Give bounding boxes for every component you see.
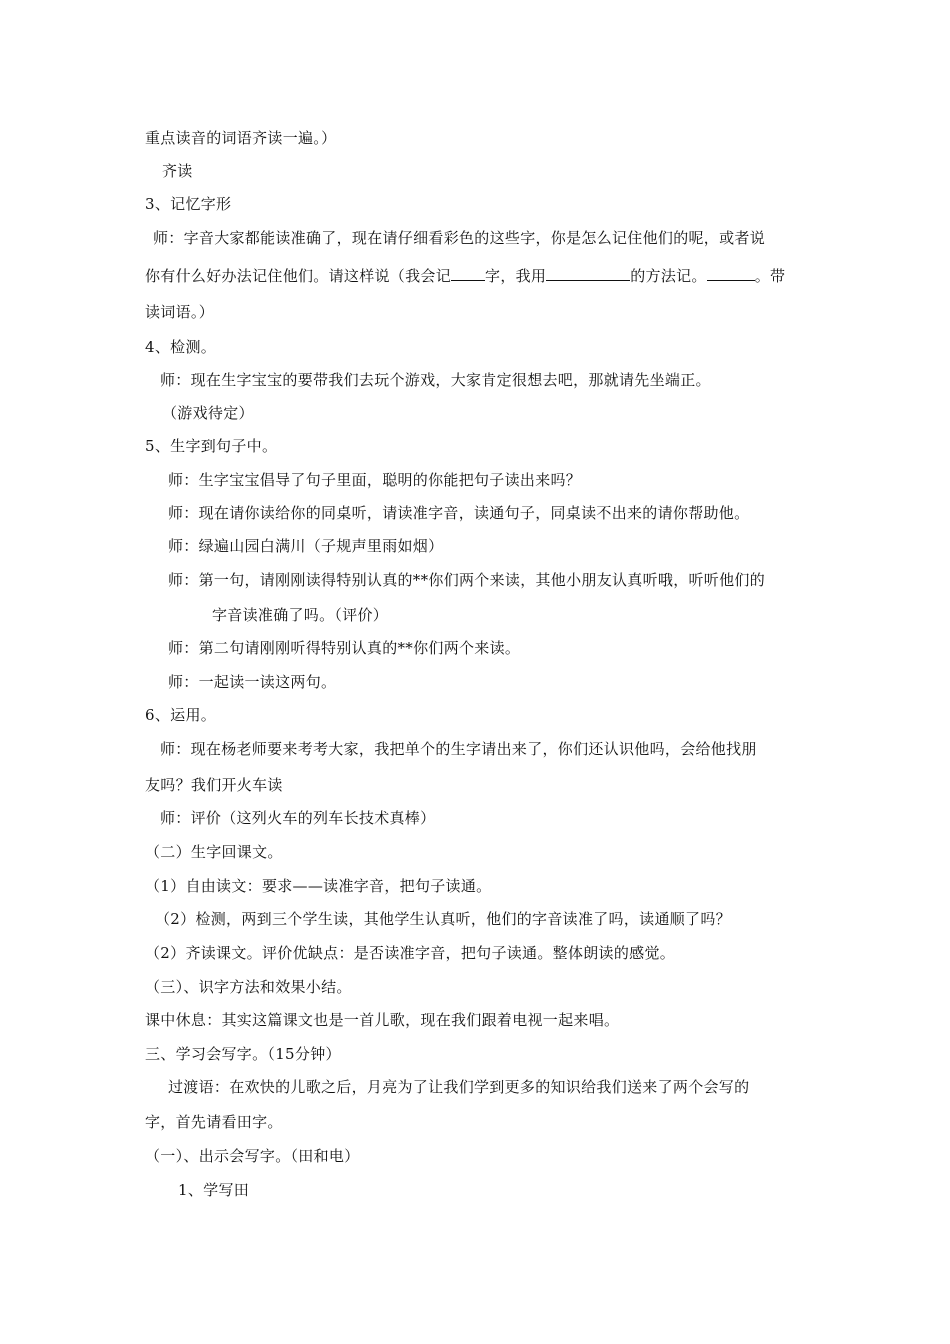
text-line: 师：一起读一读这两句。 xyxy=(168,673,337,691)
text-line: 师：现在杨老师要来考考大家，我把单个的生字请出来了，你们还认识他吗，会给他找朋 xyxy=(160,740,757,758)
text-line: （游戏待定） xyxy=(162,404,254,422)
text-line: 师：现在请你读给你的同桌听，请读准字音，读通句子，同桌读不出来的请你帮助他。 xyxy=(168,504,750,522)
text-line-with-blanks xyxy=(145,266,785,286)
text-line: 师：现在生字宝宝的要带我们去玩个游戏，大家肯定很想去吧，那就请先坐端正。 xyxy=(160,371,711,389)
text-line: 课中休息：其实这篇课文也是一首儿歌，现在我们跟着电视一起来唱。 xyxy=(145,1011,620,1029)
section-heading: （三）、识字方法和效果小结。 xyxy=(145,978,352,996)
section-heading: （二）生字回课文。 xyxy=(145,843,283,861)
text-line: 齐读 xyxy=(162,162,193,180)
text-line: （1）自由读文：要求——读准字音，把句子读通。 xyxy=(145,877,492,895)
text-segment: 你有什么好办法记住他们。请这样说（我会记 xyxy=(145,267,452,285)
text-line: 师：生字宝宝倡导了句子里面，聪明的你能把句子读出来吗？ xyxy=(168,471,582,489)
text-line: 师：第一句，请刚刚读得特别认真的**你们两个来读，其他小朋友认真听哦，听听他们的 xyxy=(168,571,766,589)
section-heading: 3、记忆字形 xyxy=(145,195,232,213)
section-heading: 5、生字到句子中。 xyxy=(145,437,278,455)
text-line: 师：字音大家都能读准确了，现在请仔细看彩色的这些字，你是怎么记住他们的呢，或者说 xyxy=(153,229,766,247)
section-heading: 4、检测。 xyxy=(145,338,217,356)
text-segment: 。带 xyxy=(754,267,786,285)
text-segment: 字，我用 xyxy=(485,267,547,285)
text-line: 师：评价（这列火车的列车长技术真棒） xyxy=(160,809,436,827)
text-line: 过渡语：在欢快的儿歌之后，月亮为了让我们学到更多的知识给我们送来了两个会写的 xyxy=(168,1078,750,1096)
text-line: （2）齐读课文。评价优缺点：是否读准字音，把句子读通。整体朗读的感觉。 xyxy=(145,944,676,962)
text-line: 友吗？我们开火车读 xyxy=(145,776,283,794)
text-line: 字，首先请看田字。 xyxy=(145,1113,283,1131)
text-line: 重点读音的词语齐读一遍。） xyxy=(145,129,337,147)
fill-blank xyxy=(451,266,485,281)
text-line: 读词语。） xyxy=(145,303,215,321)
text-segment: 的方法记。 xyxy=(630,267,707,285)
text-line: 师：第二句请刚刚听得特别认真的**你们两个来读。 xyxy=(168,639,521,657)
section-heading: 6、运用。 xyxy=(145,706,217,724)
text-line: 师：绿遍山园白满川（子规声里雨如烟） xyxy=(168,537,444,555)
section-heading: 三、学习会写字。（15分钟） xyxy=(145,1045,341,1063)
fill-blank xyxy=(707,266,755,281)
text-line: （2）检测，两到三个学生读，其他学生认真听，他们的字音读准了吗，读通顺了吗？ xyxy=(155,910,731,928)
section-heading: （一）、出示会写字。（田和电） xyxy=(145,1147,360,1165)
fill-blank xyxy=(546,266,630,281)
text-line: 字音读准确了吗。（评价） xyxy=(212,606,389,624)
text-line: 1、学写田 xyxy=(178,1181,250,1199)
